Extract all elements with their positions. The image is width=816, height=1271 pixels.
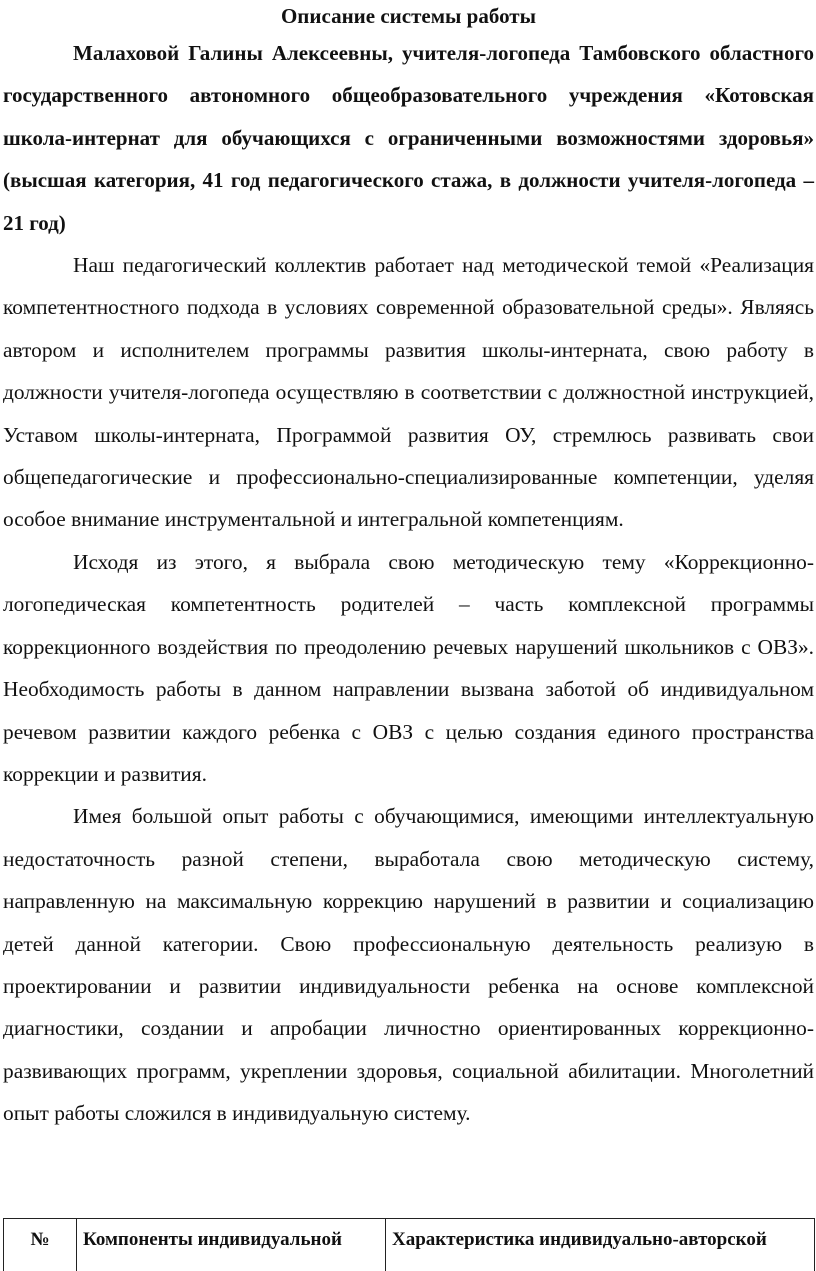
header-components: Компоненты индивидуальной — [77, 1219, 386, 1271]
paragraph-methodical-theme: Наш педагогический коллектив работает над методической темой «Реализация компетентностного подхода в условиях современной образовательной среды». Являясь автором и исполнителем программы развития школы-интерната, свою работу в должности учителя-логопеда осуществляю в соответствии с должностной инструкцией, Уставом школы-интерната, Программой развития ОУ, стремлюсь развивать свои общепедагогические и профессионально-специализированные компетенции, уделяя особое внимание инструментальной и интегральной компетенциям. — [3, 244, 814, 541]
table-header-row — [4, 1219, 815, 1271]
header-characteristics: Характеристика индивидуально-авторской — [386, 1219, 815, 1271]
author-heading: Малаховой Галины Алексеевны, учителя-логопеда Тамбовского областного государственного автономного общеобразовательного учреждения «Котовская школа-интернат для обучающихся с ограниченными возможностями здоровья» (высшая категория, 41 год педагогического стажа, в должности учителя-логопеда – 21 год) — [3, 32, 814, 244]
header-number: № — [4, 1219, 77, 1271]
paragraph-chosen-topic: Исходя из этого, я выбрала свою методическую тему «Коррекционно-логопедическая компетентность родителей – часть комплексной программы коррекционного воздействия по преодолению речевых нарушений школьников с ОВЗ». Необходимость работы в данном направлении вызвана заботой об индивидуальном речевом развитии каждого ребенка с ОВЗ с целью создания единого пространства коррекции и развития. — [3, 541, 814, 795]
components-table — [3, 1218, 815, 1271]
document-title: Описание системы работы — [3, 0, 814, 32]
paragraph-experience: Имея большой опыт работы с обучающимися, имеющими интеллектуальную недостаточность разной степени, выработала свою методическую систему, направленную на максимальную коррекцию нарушений в развитии и социализацию детей данной категории. Свою профессиональную деятельность реализую в проектировании и развитии индивидуальности ребенка на основе комплексной диагностики, создании и апробации личностно ориентированных коррекционно-развивающих программ, укреплении здоровья, социальной абилитации. Многолетний опыт работы сложился в индивидуальную систему. — [3, 795, 814, 1134]
